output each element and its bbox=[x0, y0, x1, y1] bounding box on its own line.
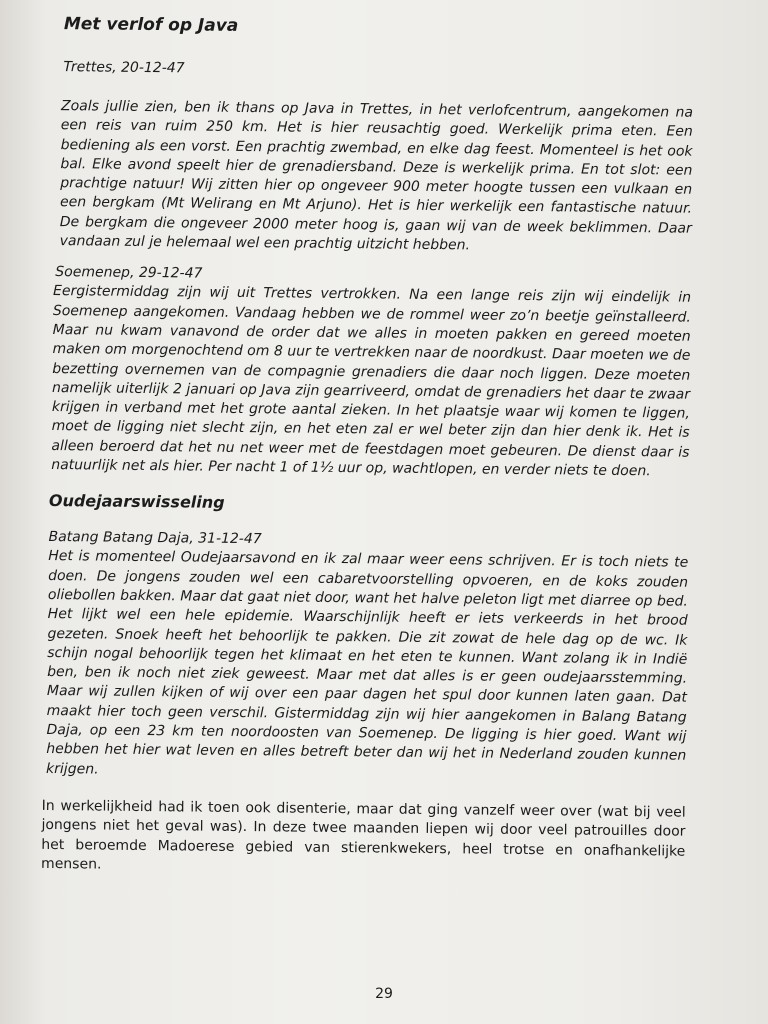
page-number: 29 bbox=[375, 986, 393, 1002]
entry-text-batang: Het is momenteel Oudejaarsavond en ik zal maar weer eens schrijven. Er is toch niets te doen. De jongens zouden wel een cabaretvoorstelling opvoeren, en de koks zouden oliebollen bakken. Maar dat gaat niet door, want het halve peleton ligt met diarree op bed. Het lijkt wel een hele epidemie. Waarschijnlijk heeft er iets verkeerds in het brood gezeten. Snoek heeft het behoorlijk te pakken. Die zit zowat de hele dag op de wc. Ik schijn nogal behoorlijk tegen het klimaat en het eten te kunnen. Want zolang ik in Indië ben, ben ik noch niet ziek geweest. Maar met dat alles is er geen oudejaarsstemming. Maar wij zullen kijken of wij over een paar dagen het spul door kunnen laten gaan. Dat maakt hier toch geen verschil. Gistermiddag zijn wij hier aangekomen in Balang Batang Daja, op een 23 km ten noordoosten van Soemenep. De ligging is hier goed. Want wij hebben het hier wat leven en alles betreft beter dan wij het in Nederland zouden kunnen krijgen. bbox=[46, 548, 689, 778]
entry-date-soemenep: Soemenep, 29-12-47 bbox=[55, 264, 203, 282]
author-note: In werkelijkheid had ik toen ook disenterie, maar dat ging vanzelf weer over (wat bij veel jongens niet het geval was). In deze twee maanden liepen wij door veel patrouilles door het beroemde Madoerese gebied van stierenkwekers, heel trotse en onafhankelijke mensen. bbox=[41, 797, 686, 873]
section-title-verlof: Met verlof op Java bbox=[63, 14, 239, 36]
entry-text-soemenep: Eergistermiddag zijn wij uit Trettes vertrokken. Na een lange reis zijn wij eindelijk in Soemenep aangekomen. Vandaag hebben we de rommel weer zo’n beetje geïnstalleerd. Maar nu kwam vanavond de order dat we alles in moeten pakken en gereed moeten maken om morgenochtend om 8 uur te vertrekken naar de noordkust. Daar moeten we de bezetting overnemen van de compagnie grenadiers die daar noch liggen. Deze moeten namelijk uiterlijk 2 januari op Java zijn gearriveerd, omdat de grenadiers het daar te zwaar krijgen in verband met het grote aantal zieken. In het plaatsje waar wij komen te liggen, moet de ligging niet slecht zijn, en het eten zal er wel beter zijn dan hier denk ik. Het is alleen beroerd dat het nu net weer met de feestdagen moet gebeuren. De dienst daar is natuurlijk net als hier. Per nacht 1 of 1½ uur op, wachtlopen, en verder niets te doen. bbox=[51, 283, 692, 480]
entry-date-trettes: Trettes, 20-12-47 bbox=[63, 59, 185, 77]
entry-text-trettes: Zoals jullie zien, ben ik thans op Java in Trettes, in het verlofcentrum, aangekomen na een reis van ruim 250 km. Het is hier reusachtig goed. Werkelijk prima eten. Een bediening als een vorst. Een prachtig zwembad, en elke dag feest. Momenteel is het ook bal. Elke avond speelt hier de grenadiersband. Deze is werkelijk prima. En tot slot: een prachtige natuur! Wij zitten hier op ongeveer 900 meter hoogte tussen een vulkaan en een bergkam (Mt Welirang en Mt Arjuno). Het is hier werkelijk een fantastische natuur. De bergkam die ongeveer 2000 meter hoog is, gaan wij van de week beklimmen. Daar vandaan zul je helemaal wel een prachtig uitzicht hebben. bbox=[59, 98, 694, 254]
page-content bbox=[41, 14, 694, 881]
section-title-oudejaars: Oudejaarswisseling bbox=[48, 491, 225, 513]
entry-date-batang: Batang Batang Daja, 31-12-47 bbox=[48, 529, 262, 548]
